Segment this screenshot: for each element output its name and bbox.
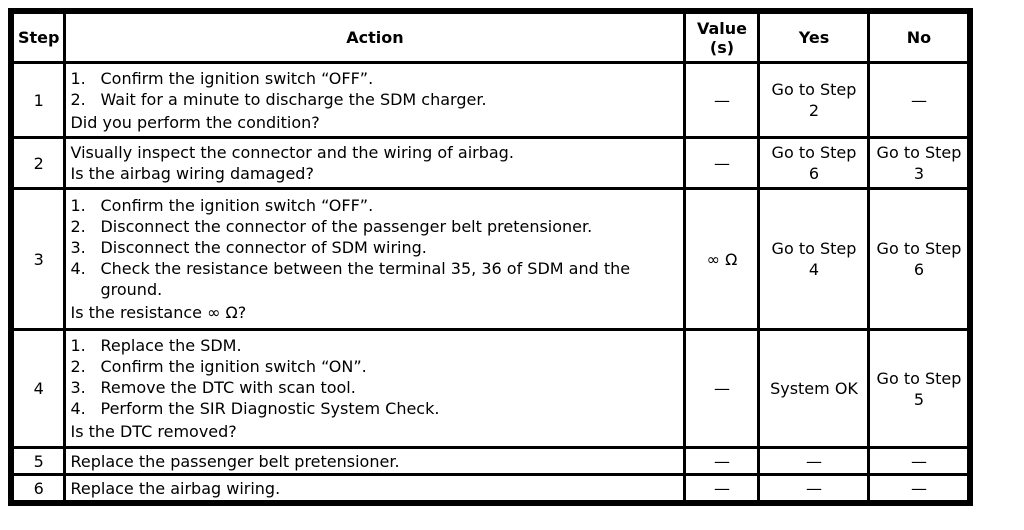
yes-cell [760,190,867,328]
value-cell [686,476,757,500]
table-row [14,476,967,500]
action-item [70,195,679,216]
yes-text: Go to Step 4 [771,239,857,279]
no-text: — [910,451,927,471]
header-step: Step [14,14,63,61]
action-item-text: Confirm the ignition switch “OFF”. [100,196,374,215]
action-question: Is the resistance ∞ Ω? [70,303,247,322]
table-row [14,331,967,446]
value-text: ∞ Ω [706,249,738,269]
action-question: Did you perform the condition? [70,112,320,132]
no-cell [870,476,967,500]
action-cell [66,139,683,187]
table-row [14,139,967,187]
action-item-number: 1. [70,196,86,215]
step-number: 4 [14,331,63,446]
header-action: Action [66,14,683,61]
action-question: Is the DTC removed? [70,422,237,441]
no-cell [870,190,967,328]
table-row [14,190,967,328]
action-list [70,195,679,300]
action-item [70,216,679,237]
yes-text: Go to Step 2 [771,80,857,120]
action-item [70,258,679,300]
action-item [70,335,679,356]
no-text: — [910,90,927,110]
header-value-text: Value (s) [696,18,747,57]
value-cell [686,139,757,187]
action-item-text: Wait for a minute to discharge the SDM charger. [100,89,487,109]
action-item-text: Remove the DTC with scan tool. [100,378,356,397]
action-cell [66,476,683,500]
yes-text: Go to Step 6 [771,143,857,183]
action-item [70,68,679,89]
yes-text: — [805,451,822,471]
table-row [14,64,967,136]
action-item-number: 4. [70,399,86,418]
no-text: Go to Step 5 [876,368,962,409]
yes-text: System OK [770,379,858,398]
action-line: Replace the passenger belt pretensioner. [70,451,400,471]
action-item-text: Check the resistance between the terminal 35, 36 of SDM and the ground. [100,259,631,299]
step-number: 6 [14,476,63,500]
step-number: 1 [14,64,63,136]
value-text: — [713,379,730,398]
action-cell [66,64,683,136]
header-value [686,14,757,61]
action-line: Is the airbag wiring damaged? [70,164,314,183]
header-yes: Yes [760,14,867,61]
value-cell [686,449,757,473]
value-text: — [713,451,730,471]
action-item [70,398,679,419]
no-cell [870,64,967,136]
value-cell [686,190,757,328]
yes-cell [760,449,867,473]
table-row [14,449,967,473]
yes-cell [760,139,867,187]
no-cell [870,331,967,446]
action-cell [66,190,683,328]
action-list [70,68,679,110]
action-item [70,356,679,377]
action-item-number: 1. [70,336,86,355]
action-item-text: Confirm the ignition switch “OFF”. [100,68,374,88]
no-cell [870,139,967,187]
action-item-text: Confirm the ignition switch “ON”. [100,357,367,376]
no-text: Go to Step 3 [876,143,962,183]
action-item-text: Disconnect the connector of SDM wiring. [100,238,427,257]
action-item [70,237,679,258]
action-cell [66,449,683,473]
action-item-number: 3. [70,378,86,397]
no-text: Go to Step 6 [876,239,962,279]
value-text: — [713,478,730,498]
action-item [70,377,679,398]
action-item-text: Replace the SDM. [100,336,242,355]
action-item-number: 1. [70,68,86,88]
no-text: — [910,478,927,498]
diagnostic-table [11,11,970,503]
value-cell [686,331,757,446]
action-cell [66,331,683,446]
action-item-text: Perform the SIR Diagnostic System Check. [100,399,440,418]
step-number: 2 [14,139,63,187]
yes-cell [760,331,867,446]
action-list [70,335,679,419]
step-number: 5 [14,449,63,473]
action-item-number: 2. [70,217,86,236]
yes-text: — [805,478,822,498]
yes-cell [760,64,867,136]
action-item-number: 2. [70,357,86,376]
header-no: No [870,14,967,61]
value-cell [686,64,757,136]
value-text: — [713,90,730,110]
action-item-number: 4. [70,259,86,278]
action-item-text: Disconnect the connector of the passenger belt pretensioner. [100,217,593,236]
action-line: Replace the airbag wiring. [70,478,281,498]
action-item [70,89,679,110]
action-line: Visually inspect the connector and the wiring of airbag. [70,143,514,162]
yes-cell [760,476,867,500]
step-number: 3 [14,190,63,328]
value-text: — [713,153,730,173]
action-item-number: 3. [70,238,86,257]
no-cell [870,449,967,473]
action-item-number: 2. [70,89,86,109]
